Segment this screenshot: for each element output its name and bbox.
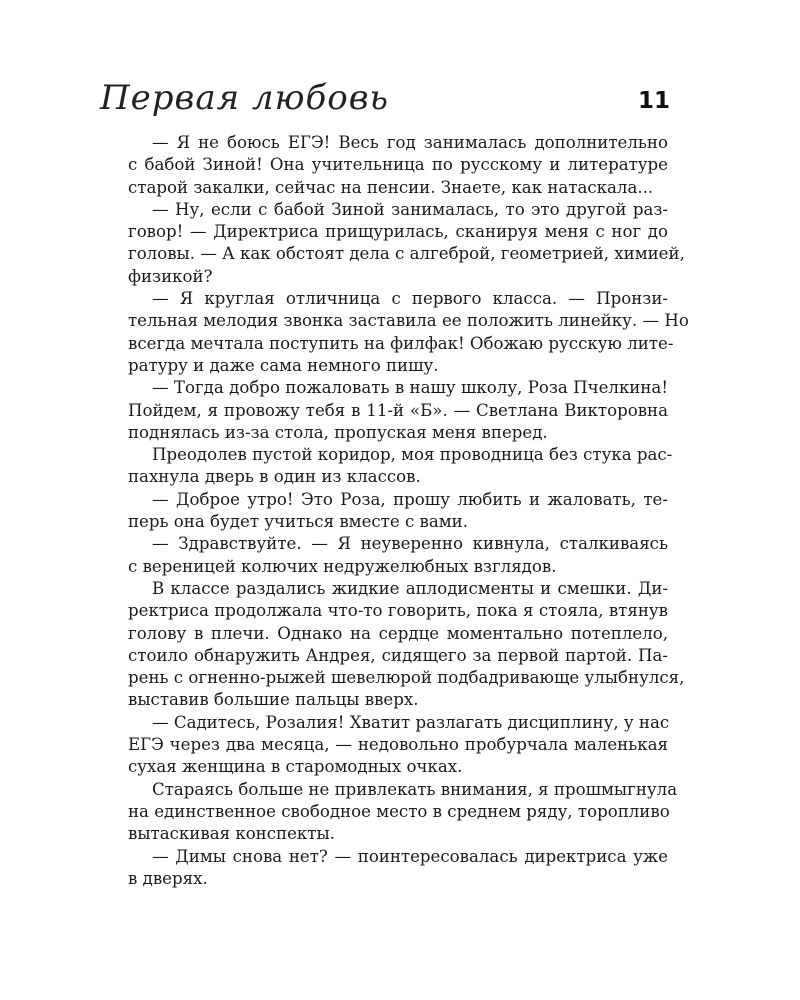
- text-line: вытаскивая конспекты.: [128, 824, 335, 844]
- text-line: — Доброе утро! Это Роза, прошу любить и жаловать, те-: [152, 489, 668, 509]
- text-line: старой закалки, сейчас на пенсии. Знаете, как натаскала...: [128, 177, 654, 197]
- text-line: пахнула дверь в один из классов.: [128, 467, 421, 487]
- text-line: сухая женщина в старомодных очках.: [128, 757, 463, 777]
- text-line: выставив большие пальцы вверх.: [128, 690, 419, 710]
- text-line: — Ну, если с бабой Зиной занималась, то это другой раз-: [152, 199, 668, 219]
- body-text: [128, 132, 689, 890]
- text-line: головы. — А как обстоят дела с алгеброй, геометрией, химией,: [128, 244, 685, 264]
- text-line: стоило обнаружить Андрея, сидящего за первой партой. Па-: [128, 645, 668, 665]
- text-line: в дверях.: [128, 868, 208, 888]
- text-line: с бабой Зиной! Она учительница по русскому и литературе: [128, 155, 668, 175]
- text-line: ратуру и даже сама немного пишу.: [128, 355, 439, 375]
- text-line: В классе раздались жидкие аплодисменты и смешки. Ди-: [152, 578, 668, 598]
- text-line: на единственное свободное место в среднем ряду, торопливо: [128, 801, 670, 821]
- text-line: Преодолев пустой коридор, моя проводница без стука рас-: [152, 445, 673, 465]
- text-line: — Я не боюсь ЕГЭ! Весь год занималась дополнительно: [152, 133, 668, 152]
- page-number: 11: [638, 88, 671, 114]
- text-line: говор! — Директриса прищурилась, сканируя меня с ног до: [128, 222, 668, 242]
- text-line: — Садитесь, Розалия! Хватит разлагать дисциплину, у нас: [152, 712, 670, 732]
- text-line: — Здравствуйте. — Я неуверенно кивнула, сталкиваясь: [152, 534, 668, 554]
- running-title: Первая любовь: [100, 78, 390, 118]
- text-line: — Тогда добро пожаловать в нашу школу, Роза Пчелкина!: [152, 378, 668, 398]
- text-line: — Я круглая отличница с первого класса. — Пронзи-: [152, 289, 668, 309]
- text-line: перь она будет учиться вместе с вами.: [128, 512, 469, 532]
- text-line: Стараясь больше не привлекать внимания, я прошмыгнула: [152, 779, 678, 799]
- text-line: поднялась из-за стола, пропуская меня вперед.: [128, 422, 548, 442]
- text-line: тельная мелодия звонка заставила ее положить линейку. — Но: [128, 311, 689, 331]
- text-line: Пойдем, я провожу тебя в 11-й «Б». — Светлана Викторовна: [128, 400, 668, 420]
- text-line: всегда мечтала поступить на филфак! Обожаю русскую лите-: [128, 333, 674, 353]
- text-line: ректриса продолжала что-то говорить, пока я стояла, втянув: [128, 601, 668, 621]
- text-line: физикой?: [128, 266, 213, 286]
- text-line: ЕГЭ через два месяца, — недовольно пробурчала маленькая: [128, 735, 668, 755]
- text-line: рень с огненно-рыжей шевелюрой подбадривающе улыбнулся,: [128, 668, 685, 688]
- text-line: с вереницей колючих недружелюбных взглядов.: [128, 556, 557, 576]
- text-line: — Димы снова нет? — поинтересовалась директриса уже: [152, 846, 668, 866]
- text-line: голову в плечи. Однако на сердце моментально потеплело,: [128, 623, 668, 643]
